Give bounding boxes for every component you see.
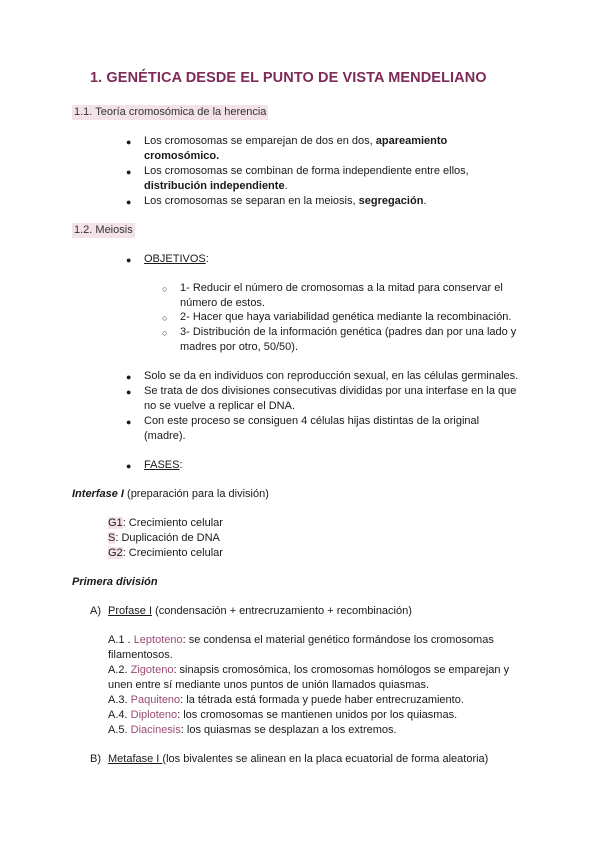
section-heading-1-1: 1.1. Teoría cromosómica de la herencia [74, 106, 267, 118]
subphase-item: A.5. Diacinesis: los quiasmas se desplazan a los extremos. [108, 724, 397, 736]
fases-label: FASES: [144, 459, 183, 471]
hollow-bullet-icon: ○ [162, 328, 168, 338]
objective-item-cont: número de estos. [180, 297, 265, 309]
hollow-bullet-icon: ○ [162, 284, 168, 294]
hollow-bullet-icon: ○ [162, 313, 168, 323]
list-item-cont: cromosómico. [144, 150, 220, 162]
subphase-item: A.2. Zigoteno: sinapsis cromosómica, los cromosomas homólogos se emparejan y [108, 664, 510, 676]
objetivos-label: OBJETIVOS: [144, 253, 209, 265]
interfase-heading: Interfase I (preparación para la división) [72, 488, 269, 500]
section-heading-1-2: 1.2. Meiosis [74, 224, 133, 236]
objective-item: 3- Distribución de la información genética (padres dan por una lado y [180, 326, 517, 338]
bullet-icon: ● [126, 461, 132, 471]
list-item: Los cromosomas se combinan de forma independiente entre ellos, [144, 165, 469, 177]
list-marker-b: B) [90, 753, 101, 765]
list-item-cont: no se vuelve a replicar el DNA. [144, 400, 296, 412]
list-marker-a: A) [90, 605, 101, 617]
list-item: Se trata de dos divisiones consecutivas divididas por una interfase en la que [144, 385, 517, 397]
bullet-icon: ● [126, 167, 132, 177]
subphase-item: A.4. Diploteno: los cromosomas se mantienen unidos por los quiasmas. [108, 709, 458, 721]
subphase-item: A.1 . Leptoteno: se condensa el material genético formándose los cromosomas [108, 634, 494, 646]
list-item: Los cromosomas se separan en la meiosis, segregación. [144, 195, 427, 207]
subphase-item: A.3. Paquiteno: la tétrada está formada y puede haber entrecruzamiento. [108, 694, 464, 706]
bullet-icon: ● [126, 255, 132, 265]
list-item: Los cromosomas se emparejan de dos en dos, apareamiento [144, 135, 448, 147]
subphase-item-cont: unen entre sí mediante unos puntos de unión llamados quiasmas. [108, 679, 430, 691]
subphase-item-cont: filamentosos. [108, 649, 173, 661]
profase-heading: Profase I (condensación + entrecruzamiento + recombinación) [108, 605, 412, 617]
objective-item: 1- Reducir el número de cromosomas a la mitad para conservar el [180, 282, 503, 294]
metafase-heading: Metafase I (los bivalentes se alinean en la placa ecuatorial de forma aleatoria) [108, 753, 489, 765]
bullet-icon: ● [126, 417, 132, 427]
objective-item-cont: madres por otro, 50/50). [180, 341, 299, 353]
list-item-cont: (madre). [144, 430, 186, 442]
list-item-cont: distribución independiente. [144, 180, 288, 192]
phase-item: G2: Crecimiento celular [108, 547, 223, 559]
list-item: Solo se da en individuos con reproducción sexual, en las células germinales. [144, 370, 519, 382]
phase-item: G1: Crecimiento celular [108, 517, 223, 529]
bullet-icon: ● [126, 197, 132, 207]
bullet-icon: ● [126, 372, 132, 382]
bullet-icon: ● [126, 137, 132, 147]
page-title: 1. GENÉTICA DESDE EL PUNTO DE VISTA MENDELIANO [90, 70, 487, 86]
list-item: Con este proceso se consiguen 4 células hijas distintas de la original [144, 415, 480, 427]
objective-item: 2- Hacer que haya variabilidad genética mediante la recombinación. [180, 311, 512, 323]
primera-division-heading: Primera división [72, 576, 158, 588]
phase-item: S: Duplicación de DNA [108, 532, 220, 544]
bullet-icon: ● [126, 387, 132, 397]
